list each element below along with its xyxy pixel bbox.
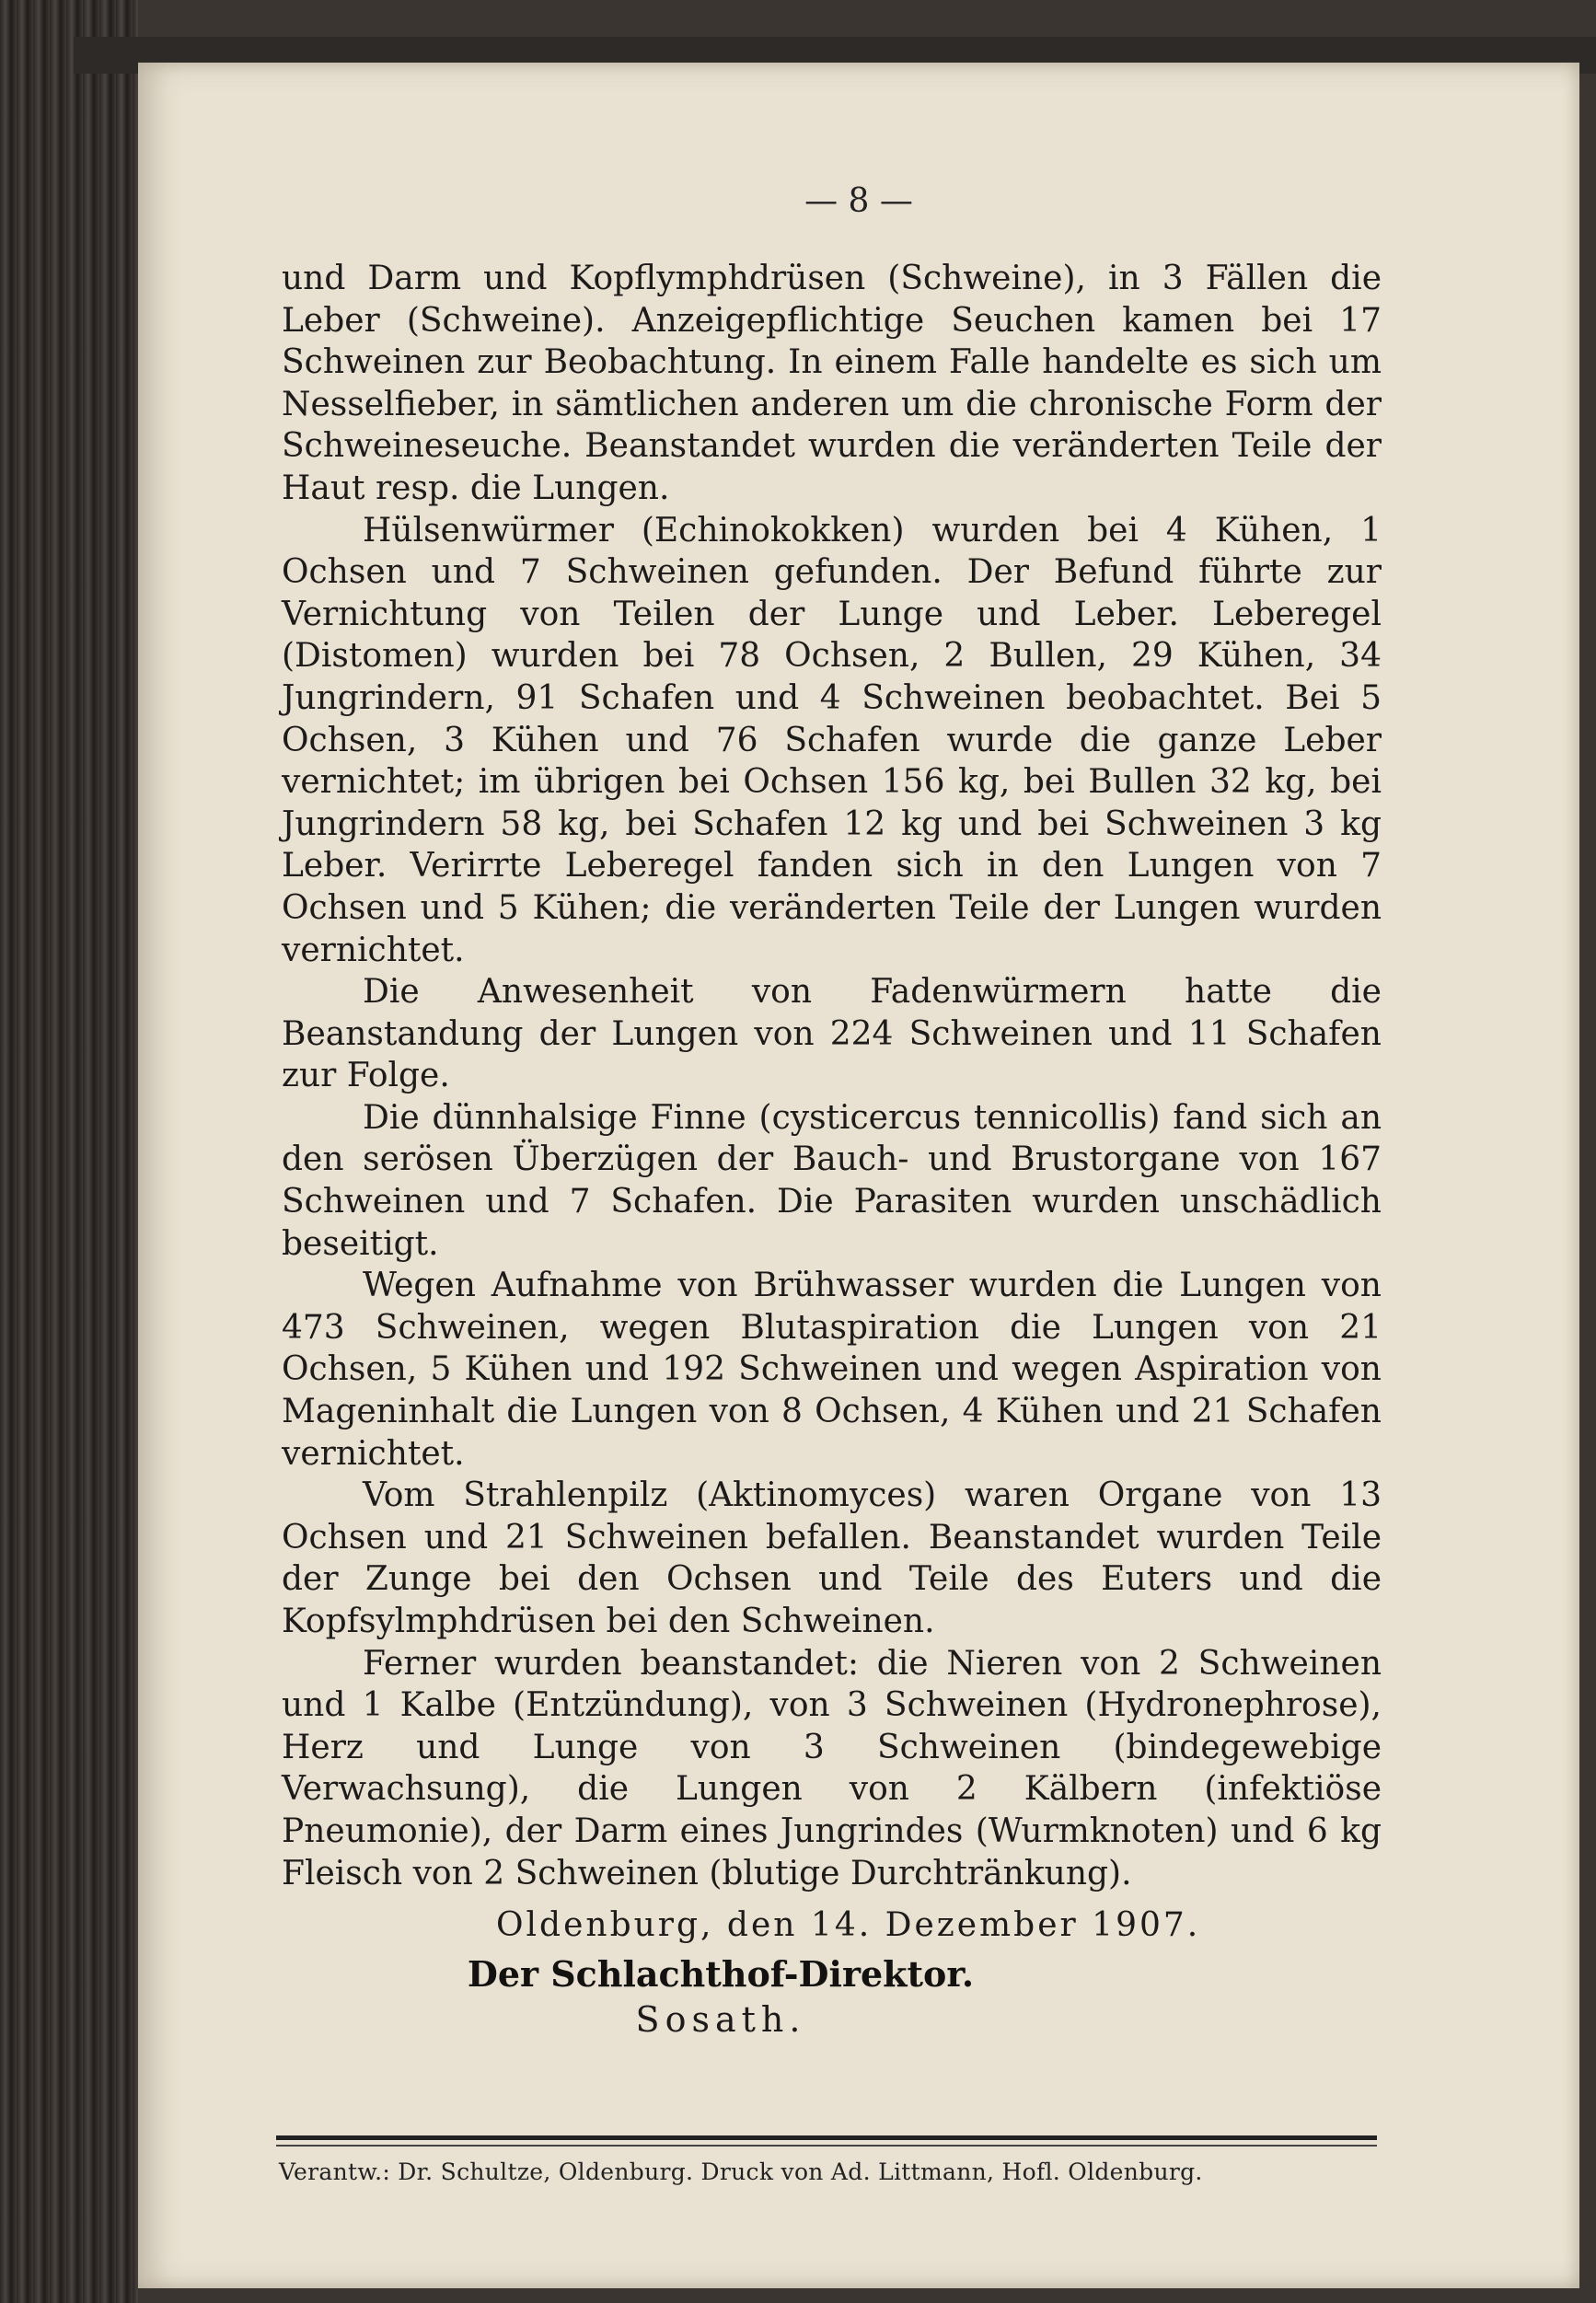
paragraph: Hülsenwürmer (Echinokokken) wurden bei 4 Kühen, 1 Ochsen und 7 Schweinen gefunden. Der Befund führte zur Vernichtung von Teilen der Lunge und Leber. Leberegel (Distomen) wurden bei 78 Ochsen, 2 Bullen, 29 Kühen, 34 Jungrindern, 91 Schafen und 4 Schweinen beobachtet. Bei 5 Ochsen, 3 Kühen und 76 Schafen wurde die ganze Leber vernichtet; im übrigen bei Ochsen 156 kg, bei Bullen 32 kg, bei Jungrindern 58 kg, bei Schafen 12 kg und bei Schweinen 3 kg Leber. Verirrte Leberegel fanden sich in den Lungen von 7 Ochsen und 5 Kühen; die veränderten Teile der Lungen wurden vernichtet. (282, 511, 1382, 969)
signature-title: Der Schlachthof-Direktor. (467, 1953, 975, 1995)
paragraph: Ferner wurden beanstandet: die Nieren von 2 Schweinen und 1 Kalbe (Entzündung), von 3 Schweinen (Hydronephrose), Herz und Lunge von 3 Schweinen (bindegewebige Verwachsung), die Lungen von 2 Kälbern (infektiöse Pneumonie), der Darm eines Jungrindes (Wurmknoten) und 6 kg Fleisch von 2 Schweinen (blutige Durchtränkung). (282, 1644, 1382, 1892)
printer-imprint: Verantw.: Dr. Schultze, Oldenburg. Druck von Ad. Littmann, Hofl. Oldenburg. (279, 2158, 1203, 2185)
paragraph: Die dünnhalsige Finne (cysticercus tennicollis) fand sich an den serösen Überzügen der Bauch- und Brustorgane von 167 Schweinen und 7 Schafen. Die Parasiten wurden unschädlich beseitigt. (282, 1098, 1382, 1263)
footer-rule-thin (276, 2145, 1377, 2147)
page-number: — 8 — (804, 182, 913, 220)
paragraph: Vom Strahlenpilz (Aktinomyces) waren Organe von 13 Ochsen und 21 Schweinen befallen. Beanstandet wurden Teile der Zunge bei den Ochsen und Teile des Euters und die Kopfsylmphdrüsen bei den Schweinen. (282, 1476, 1382, 1640)
paragraph: und Darm und Kopflymphdrüsen (Schweine), in 3 Fällen die Leber (Schweine). Anzeigepflichtige Seuchen kamen bei 17 Schweinen zur Beobachtung. In einem Falle handelte es sich um Nesselfieber, in sämtlichen anderen um die chronische Form der Schweineseuche. Beanstandet wurden die veränderten Teile der Haut resp. die Lungen. (282, 260, 1382, 507)
signature-name: Sosath. (635, 1999, 806, 2040)
footer-rule (276, 2135, 1377, 2140)
dateline: Oldenburg, den 14. Dezember 1907. (496, 1906, 1201, 1944)
body-text (282, 258, 1382, 1894)
paragraph: Die Anwesenheit von Fadenwürmern hatte die Beanstandung der Lungen von 224 Schweinen und 11 Schafen zur Folge. (282, 973, 1382, 1095)
paragraph: Wegen Aufnahme von Brühwasser wurden die Lungen von 473 Schweinen, wegen Blutaspiration die Lungen von 21 Ochsen, 5 Kühen und 192 Schweinen und wegen Aspiration von Mageninhalt die Lungen von 8 Ochsen, 4 Kühen und 21 Schafen vernichtet. (282, 1267, 1382, 1473)
